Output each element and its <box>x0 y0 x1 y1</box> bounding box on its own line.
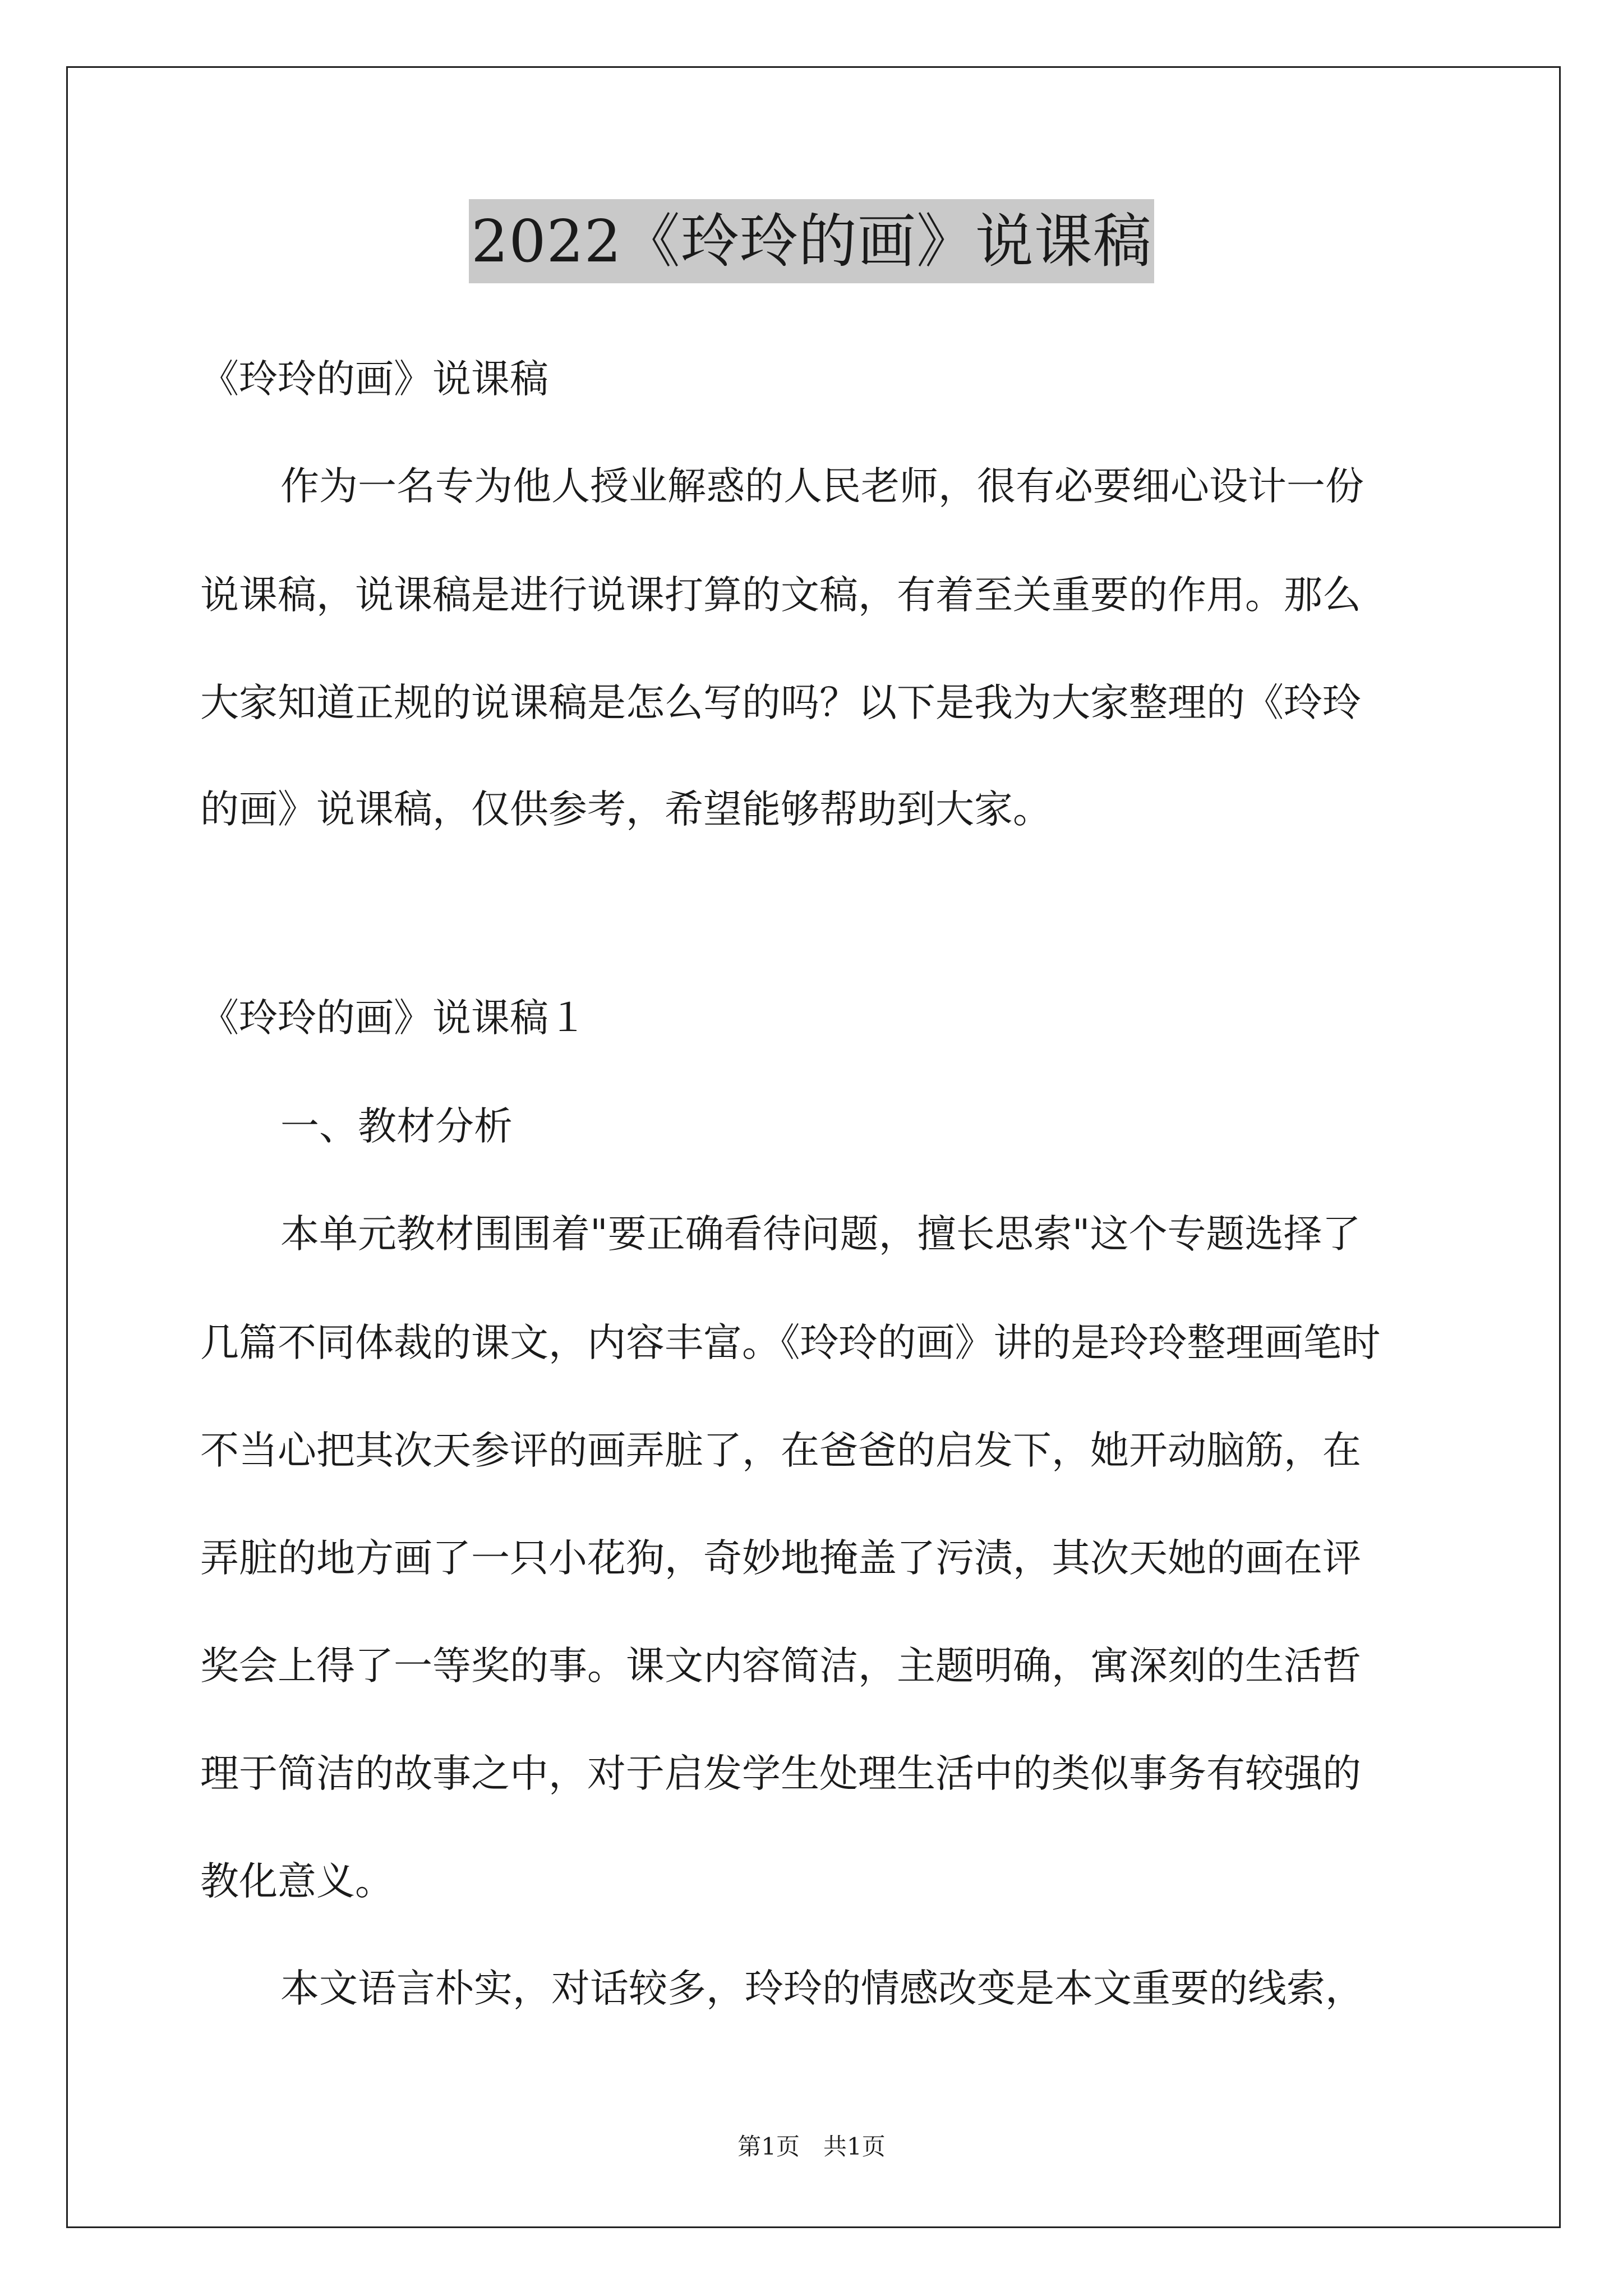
paragraph-line: 的画》说课稿，仅供参考，希望能够帮助到大家。 <box>200 787 1052 832</box>
paragraph-line: 不当心把其次天参评的画弄脏了，在爸爸的启发下，她开动脑筋，在 <box>200 1428 1361 1473</box>
paragraph-line: 说课稿，说课稿是进行说课打算的文稿，有着至关重要的作用。那么 <box>200 573 1361 618</box>
paragraph-line: 作为一名专为他人授业解惑的人民老师，很有必要细心设计一份 <box>280 464 1364 509</box>
section-heading: 《玲玲的画》说课稿 <box>200 357 548 402</box>
document-title: 2022《玲玲的画》说课稿 <box>469 199 1154 283</box>
page-footer: 第1页 共1页 <box>737 2133 886 2160</box>
paragraph-line: 教化意义。 <box>200 1859 394 1904</box>
paragraph-line: 本单元教材围围着"要正确看待问题，擅长思索"这个专题选择了 <box>280 1212 1361 1257</box>
paragraph-line: 本文语言朴实，对话较多，玲玲的情感改变是本文重要的线索， <box>280 1966 1364 2011</box>
paragraph-line: 弄脏的地方画了一只小花狗，奇妙地掩盖了污渍，其次天她的画在评 <box>200 1536 1361 1581</box>
paragraph-line: 几篇不同体裁的课文，内容丰富。《玲玲的画》讲的是玲玲整理画笔时 <box>200 1320 1381 1365</box>
paragraph-line: 理于简洁的故事之中，对于启发学生处理生活中的类似事务有较强的 <box>200 1751 1361 1796</box>
subsection-heading: 一、教材分析 <box>280 1104 513 1149</box>
section-heading: 《玲玲的画》说课稿１ <box>200 996 587 1041</box>
paragraph-line: 奖会上得了一等奖的事。课文内容简洁，主题明确，寓深刻的生活哲 <box>200 1644 1361 1688</box>
paragraph-line: 大家知道正规的说课稿是怎么写的吗？以下是我为大家整理的《玲玲 <box>200 680 1361 725</box>
title-container <box>0 199 1623 283</box>
